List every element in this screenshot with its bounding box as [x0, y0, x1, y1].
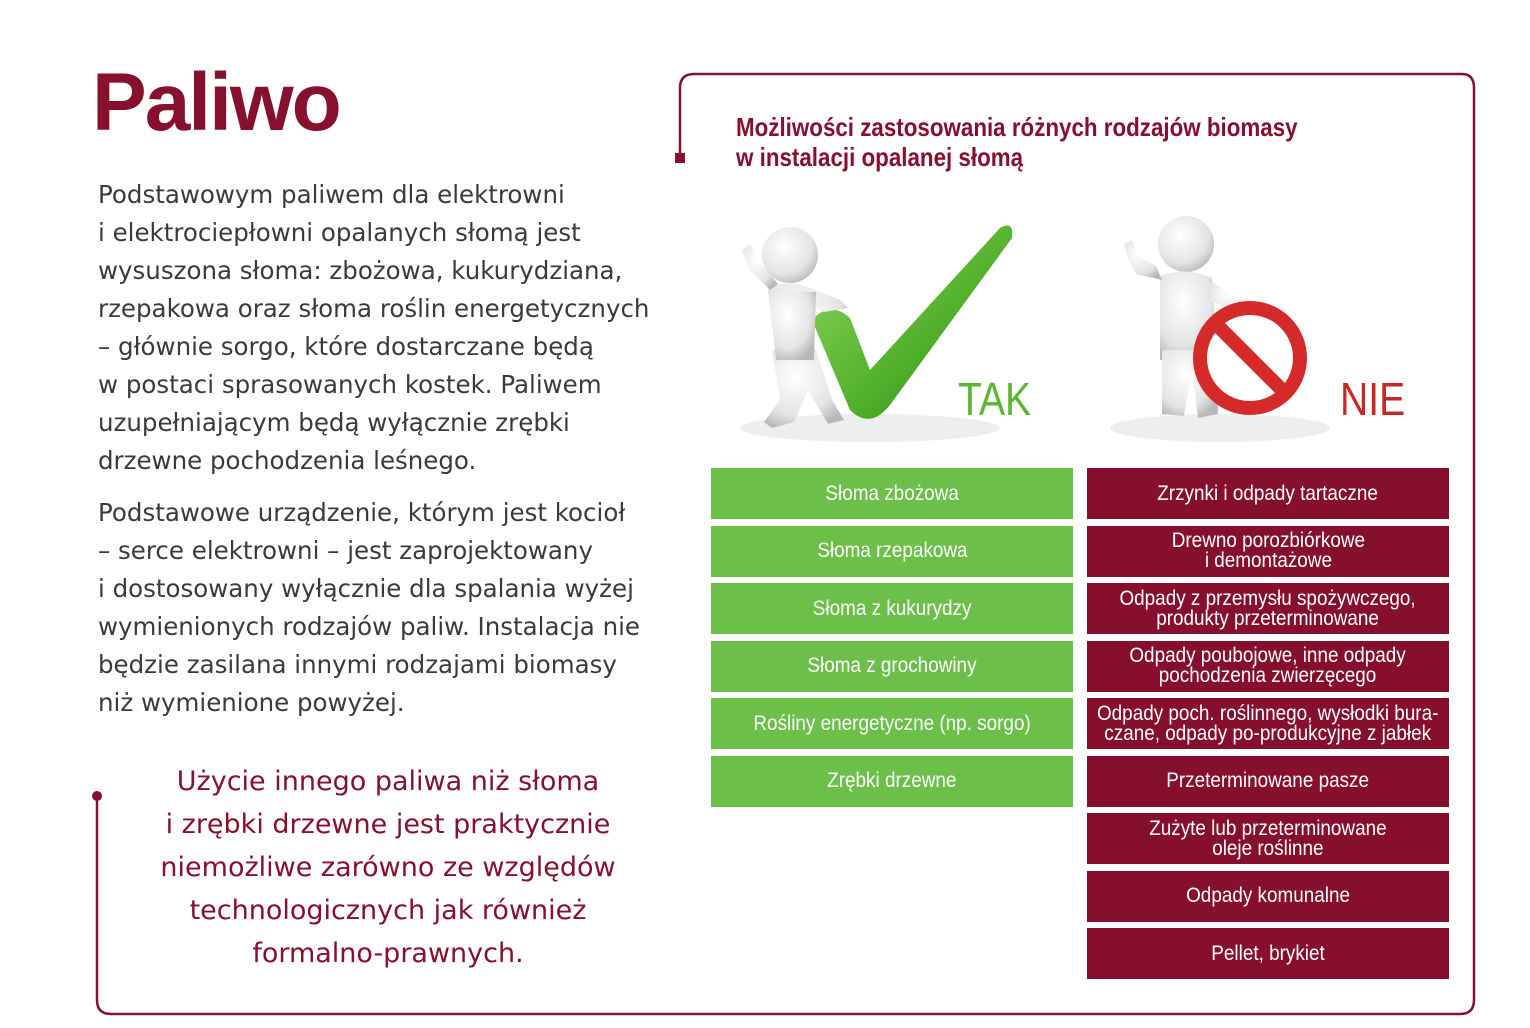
list-item-text: czane, odpady po-produkcyjne z jabłek — [1104, 721, 1432, 745]
list-item-text: Pellet, brykiet — [1211, 941, 1325, 965]
list-item-text: oleje roślinne — [1212, 836, 1324, 860]
quote-line: technologicznych jak również — [189, 895, 587, 926]
list-item — [711, 641, 1073, 692]
list-item — [1087, 641, 1449, 692]
quote-line: niemożliwe zarówno ze względów — [160, 852, 616, 883]
paragraph-boiler — [98, 494, 668, 722]
list-item — [1087, 813, 1449, 864]
paragraph-line: uzupełniającym będą wyłącznie zrębki — [98, 408, 570, 437]
list-item-text: Rośliny energetyczne (np. sorgo) — [753, 711, 1031, 735]
paragraph-line: drzewne pochodzenia leśnego. — [98, 446, 477, 475]
list-item — [1087, 698, 1449, 749]
no-label: NIE — [1340, 373, 1406, 425]
forbidden-biomass-list — [1087, 468, 1449, 986]
list-item-text: Zrębki drzewne — [827, 769, 957, 792]
list-item — [711, 756, 1073, 807]
list-item-text: produkty przeterminowane — [1156, 606, 1380, 630]
quote-line: formalno-prawnych. — [252, 938, 524, 969]
list-item-text: Przeterminowane pasze — [1166, 769, 1370, 792]
paragraph-line: – głównie sorgo, które dostarczane będą — [98, 332, 594, 361]
quote-line: Użycie innego paliwa niż słoma — [176, 766, 600, 797]
list-item — [1087, 928, 1449, 979]
list-item-text: Słoma rzepakowa — [816, 539, 968, 562]
paragraph-line: – serce elektrowni – jest zaprojektowany — [98, 536, 593, 565]
paragraph-line: i elektrociepłowni opalanych słomą jest — [98, 218, 581, 247]
paragraph-line: Podstawowe urządzenie, którym jest kocioł — [98, 498, 626, 527]
panel-title — [736, 112, 1298, 172]
list-item-text: Zużyte lub przeterminowane — [1149, 816, 1387, 840]
list-item-text: Odpady poch. roślinnego, wysłodki bura- — [1097, 701, 1439, 725]
list-item-text: Słoma zbożowa — [825, 481, 959, 505]
list-item-text: Zrzynki i odpady tartaczne — [1157, 481, 1379, 505]
paragraph-fuel — [98, 176, 668, 480]
list-item — [711, 698, 1073, 749]
list-item-text: Odpady poubojowe, inne odpady — [1129, 644, 1407, 667]
quote-line: i zrębki drzewne jest praktycznie — [165, 809, 611, 840]
list-item — [711, 583, 1073, 634]
list-item — [1087, 468, 1449, 519]
list-item — [711, 468, 1073, 519]
list-item-text: Odpady z przemysłu spożywczego, — [1119, 586, 1417, 610]
paragraph-line: wysuszona słoma: zbożowa, kukurydziana, — [98, 256, 623, 285]
list-item — [1087, 756, 1449, 807]
page-title: Paliwo — [92, 57, 340, 148]
paragraph-line: wymienionych rodzajów paliw. Instalacja nie — [98, 612, 640, 641]
list-item — [1087, 871, 1449, 922]
list-item-text: Odpady komunalne — [1186, 884, 1350, 907]
paragraph-line: w postaci sprasowanych kostek. Paliwem — [98, 370, 602, 399]
list-item — [1087, 583, 1449, 634]
paragraph-line: i dostosowany wyłącznie dla spalania wyżej — [98, 574, 634, 603]
list-item-text: Drewno porozbiórkowe — [1171, 529, 1365, 552]
panel-title-line: Możliwości zastosowania różnych rodzajów biomasy — [736, 112, 1298, 142]
paragraph-line: będzie zasilana innymi rodzajami biomasy — [98, 650, 617, 679]
list-item-text: i demontażowe — [1204, 549, 1332, 572]
paragraph-line: Podstawowym paliwem dla elektrowni — [98, 180, 565, 209]
allowed-biomass-list — [711, 468, 1073, 813]
yes-label: TAK — [958, 373, 1032, 425]
list-item-text: pochodzenia zwierzęcego — [1159, 664, 1377, 687]
list-item-text: Słoma z kukurydzy — [812, 596, 972, 620]
list-item — [1087, 526, 1449, 577]
list-item — [711, 526, 1073, 577]
paragraph-line: rzepakowa oraz słoma roślin energetycznych — [98, 294, 650, 323]
list-item-text: Słoma z grochowiny — [807, 654, 977, 677]
callout-quote — [130, 760, 646, 975]
panel-title-line: w instalacji opalanej słomą — [736, 142, 1024, 172]
figure-with-prohibition-sign-icon — [1100, 200, 1340, 450]
paragraph-line: niż wymienione powyżej. — [98, 688, 405, 717]
